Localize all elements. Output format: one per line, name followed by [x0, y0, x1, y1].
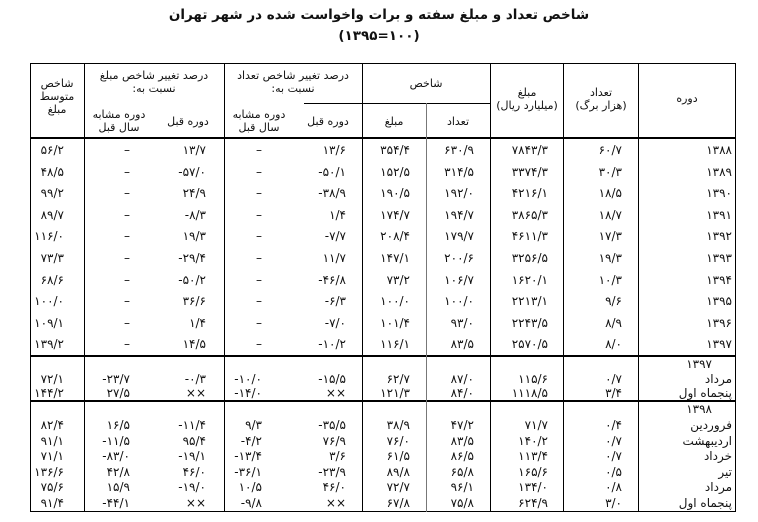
col-border: [638, 63, 639, 512]
cell-cnt-prev: -۴۶/۸: [318, 272, 346, 287]
cell-idx-count: ۲۰۰/۶: [444, 251, 474, 265]
cell-idx-count: ۱۹۲/۰: [444, 186, 474, 201]
cell-amt-prev: ۲۴/۹: [182, 186, 206, 201]
cell-amt-same: –: [124, 164, 130, 179]
cell-count: ۰/۷: [605, 372, 622, 386]
cell-cnt-same: –: [256, 143, 262, 157]
cell-idx-count: ۳۱۴/۵: [444, 164, 474, 179]
cell-idx-amount: ۶۲/۷: [386, 372, 410, 386]
cell-avg: ۹۹/۲: [40, 186, 64, 201]
cell-idx-amount: ۷۶/۰: [386, 433, 410, 448]
cell-idx-amount: ۱۰۰/۰: [380, 294, 410, 309]
cell-amount: ۲۲۴۳/۵: [511, 315, 548, 330]
cell-amt-prev: ۱۳/۷: [182, 143, 206, 157]
cell-cnt-same: -۱۴/۰: [234, 386, 262, 400]
row-period-label: پنجماه اول: [678, 495, 732, 510]
cell-cnt-same: –: [256, 164, 262, 179]
cell-amt-prev: ××: [185, 495, 206, 510]
cell-amt-same: ۲۷/۵: [106, 386, 130, 400]
cell-amount: ۲۲۱۳/۱: [511, 294, 548, 309]
table-bottom-border: [30, 511, 736, 512]
cell-idx-amount: ۷۲/۷: [386, 480, 410, 494]
row-period-label: ۱۳۹۱: [706, 207, 732, 222]
cell-amt-same: -۴۴/۱: [102, 495, 130, 510]
cell-cnt-same: -۳۶/۱: [234, 464, 262, 479]
cell-cnt-prev: ××: [325, 495, 346, 510]
cell-amount: ۶۲۴/۹: [518, 495, 548, 510]
cell-amount: ۲۵۷۰/۵: [511, 337, 548, 352]
index-group-divider: [304, 103, 490, 104]
cell-avg: ۷۳/۳: [40, 251, 64, 265]
cell-amount: ۳۲۵۶/۵: [511, 251, 548, 265]
cell-idx-amount: ۸۹/۸: [386, 464, 410, 479]
cell-cnt-same: -۴/۲: [240, 433, 262, 448]
cell-amt-prev: ۱/۴: [189, 315, 206, 330]
cell-avg: ۸۲/۴: [40, 418, 64, 432]
header-count-change-group: درصد تغییر شاخص تعداد نسبت به:: [237, 69, 349, 95]
cell-cnt-prev: -۱۵/۵: [318, 372, 346, 386]
cell-idx-count: ۹۳/۰: [450, 315, 474, 330]
cell-count: ۶۰/۷: [598, 143, 622, 157]
cell-idx-count: ۸۳/۵: [450, 433, 474, 448]
cell-count: ۰/۸: [605, 480, 622, 494]
row-period-label: ۱۳۹۲: [706, 229, 732, 244]
header-index-group: شاخص: [409, 77, 443, 90]
cell-idx-count: ۸۷/۰: [450, 372, 474, 386]
cell-cnt-prev: ۱۱/۷: [322, 251, 346, 265]
cell-avg: ۷۵/۶: [40, 480, 64, 494]
cell-idx-count: ۷۵/۸: [450, 495, 474, 510]
cell-amount: ۱۶۵/۶: [518, 464, 548, 479]
cell-count: ۸/۹: [605, 315, 622, 330]
cell-avg: ۱۰۹/۱: [34, 315, 64, 330]
cell-avg: ۸۹/۷: [40, 207, 64, 222]
cell-amount: ۳۳۷۴/۳: [511, 164, 548, 179]
cell-cnt-prev: -۵۰/۱: [318, 164, 346, 179]
header-index-count: تعداد: [446, 115, 470, 128]
cell-idx-amount: ۱۹۰/۵: [380, 186, 410, 201]
row-period-label: مرداد: [704, 480, 732, 494]
header-index-amount: مبلغ: [384, 115, 404, 128]
cell-cnt-same: ۹/۳: [245, 418, 262, 432]
cell-cnt-prev: ۴۶/۰: [322, 480, 346, 494]
cell-idx-amount: ۱۵۲/۵: [380, 164, 410, 179]
cell-count: ۳۰/۳: [598, 164, 622, 179]
cell-count: ۱۸/۵: [598, 186, 622, 201]
cell-amt-prev: -۱۱/۴: [178, 418, 206, 432]
cell-amt-prev: ۳۶/۶: [182, 294, 206, 309]
cell-cnt-same: –: [256, 315, 262, 330]
row-period-label: اردیبهشت: [682, 433, 732, 448]
cell-amt-same: ۱۶/۵: [106, 418, 130, 432]
cell-cnt-prev: ۱۳/۶: [322, 143, 346, 157]
cell-amount: ۱۱۵/۶: [518, 372, 548, 386]
cell-amount: ۷۸۴۳/۳: [511, 143, 548, 157]
cell-idx-amount: ۱۷۴/۷: [380, 207, 410, 222]
header-amount-change-group: درصد تغییر شاخص مبلغ نسبت به:: [99, 69, 209, 95]
cell-cnt-same: –: [256, 337, 262, 352]
cell-idx-amount: ۳۸/۹: [386, 418, 410, 432]
col-border: [224, 63, 225, 512]
cell-avg: ۹۱/۱: [40, 433, 64, 448]
row-period-label: ۱۳۸۹: [706, 164, 732, 179]
cell-count: ۰/۴: [605, 418, 622, 432]
cell-cnt-same: –: [256, 229, 262, 244]
col-border: [30, 63, 31, 512]
cell-amt-prev: ۹۵/۴: [182, 433, 206, 448]
header-count: تعداد (هزار برگ): [575, 86, 627, 112]
cell-amt-same: ۴۲/۸: [106, 464, 130, 479]
col-border: [735, 63, 736, 512]
cell-cnt-same: -۹/۸: [240, 495, 262, 510]
cell-cnt-same: –: [256, 251, 262, 265]
col-subborder: [426, 103, 427, 512]
cell-idx-count: ۶۵/۸: [450, 464, 474, 479]
cell-count: ۱۹/۳: [598, 251, 622, 265]
row-period-label: خرداد: [703, 449, 732, 463]
cell-idx-count: ۹۶/۱: [450, 480, 474, 494]
cell-amount: ۱۳۴/۰: [518, 480, 548, 494]
cell-amt-prev: ۱۹/۳: [182, 229, 206, 244]
header-avg-amount-index: شاخص متوسط مبلغ: [39, 77, 75, 116]
cell-cnt-same: ۱۰/۵: [238, 480, 262, 494]
cell-amount: ۱۱۳/۴: [518, 449, 548, 463]
cell-count: ۰/۷: [605, 433, 622, 448]
cell-amt-same: –: [124, 229, 130, 244]
cell-amt-same: –: [124, 186, 130, 201]
row-period-label: ۱۳۹۶: [706, 315, 732, 330]
cell-idx-count: ۶۳۰/۹: [444, 143, 474, 157]
cell-amt-same: ۱۵/۹: [106, 480, 130, 494]
cell-amount: ۳۸۶۵/۳: [511, 207, 548, 222]
cell-count: ۰/۷: [605, 449, 622, 463]
cell-cnt-same: -۱۳/۴: [234, 449, 262, 463]
cell-cnt-prev: -۷/۰: [324, 315, 346, 330]
cell-amt-same: -۸۳/۰: [102, 449, 130, 463]
cell-avg: ۱۳۹/۲: [34, 337, 64, 352]
cell-cnt-same: -۱۰/۰: [234, 372, 262, 386]
cell-amt-same: –: [124, 251, 130, 265]
cell-idx-amount: ۳۵۴/۴: [380, 143, 410, 157]
cell-amt-same: –: [124, 143, 130, 157]
header-amount-same: دوره مشابه سال قبل: [92, 108, 146, 134]
cell-cnt-same: –: [256, 207, 262, 222]
cell-amt-prev: -۱۹/۰: [178, 480, 206, 494]
section-divider-1397: [30, 355, 736, 357]
cell-amt-prev: ۴۶/۰: [182, 464, 206, 479]
cell-idx-count: ۸۶/۵: [450, 449, 474, 463]
cell-amt-prev: ۱۴/۵: [182, 337, 206, 352]
cell-idx-amount: ۱۱۶/۱: [380, 337, 410, 352]
cell-cnt-same: –: [256, 186, 262, 201]
row-period-label: مرداد: [704, 372, 732, 386]
cell-amt-same: –: [124, 272, 130, 287]
cell-cnt-prev: ۱/۴: [329, 207, 346, 222]
cell-cnt-prev: ۷۶/۹: [322, 433, 346, 448]
row-period-label: ۱۳۹۵: [706, 294, 732, 309]
cell-count: ۳/۰: [605, 495, 622, 510]
cell-idx-count: ۱۰۰/۰: [444, 294, 474, 309]
cell-amount: ۱۴۰/۲: [518, 433, 548, 448]
header-amount-prev: دوره قبل: [167, 115, 209, 128]
row-period-label: فروردین: [690, 418, 732, 432]
cell-cnt-same: –: [256, 272, 262, 287]
cell-idx-amount: ۱۲۱/۳: [380, 386, 410, 400]
cell-amt-prev: ××: [185, 386, 206, 400]
cell-amt-same: –: [124, 337, 130, 352]
row-period-label: ۱۳۹۷: [706, 337, 732, 352]
header-period: دوره: [676, 92, 698, 105]
row-period-label: ۱۳۹۰: [706, 186, 732, 201]
col-border: [563, 63, 564, 512]
cell-cnt-prev: -۷/۷: [324, 229, 346, 244]
row-period-label: پنجماه اول: [678, 386, 732, 400]
cell-cnt-prev: -۳۸/۹: [318, 186, 346, 201]
cell-amount: ۷۱/۷: [524, 418, 548, 432]
cell-amt-same: –: [124, 207, 130, 222]
cell-amt-prev: -۲۹/۴: [178, 251, 206, 265]
cell-amt-same: -۱۱/۵: [102, 433, 130, 448]
cell-amt-prev: -۱۹/۱: [178, 449, 206, 463]
year-label-1398: ۱۳۹۸: [686, 402, 712, 416]
row-period-label: ۱۳۸۸: [706, 143, 732, 157]
cell-avg: ۷۲/۱: [40, 372, 64, 386]
cell-amt-prev: -۵۰/۲: [178, 272, 206, 287]
cell-count: ۱۷/۳: [598, 229, 622, 244]
cell-cnt-prev: ۳/۶: [329, 449, 346, 463]
cell-idx-count: ۱۰۶/۷: [444, 272, 474, 287]
header-amount: مبلغ (میلیارد ریال): [496, 86, 558, 112]
row-period-label: ۱۳۹۴: [706, 272, 732, 287]
cell-amt-same: –: [124, 294, 130, 309]
cell-idx-count: ۸۴/۰: [450, 386, 474, 400]
cell-amt-prev: -۰/۳: [184, 372, 206, 386]
cell-avg: ۱۴۴/۲: [34, 386, 64, 400]
cell-idx-count: ۱۷۹/۷: [444, 229, 474, 244]
cell-idx-amount: ۶۷/۸: [386, 495, 410, 510]
cell-cnt-same: –: [256, 294, 262, 309]
year-label-1397: ۱۳۹۷: [686, 357, 712, 371]
cell-avg: ۹۱/۴: [40, 495, 64, 510]
cell-count: ۰/۵: [605, 464, 622, 479]
cell-count: ۱۰/۳: [598, 272, 622, 287]
header-count-prev: دوره قبل: [307, 115, 349, 128]
cell-idx-amount: ۷۳/۲: [386, 272, 410, 287]
col-border: [490, 63, 491, 512]
cell-count: ۸/۰: [605, 337, 622, 352]
table-base-year: (۱۰۰=۱۳۹۵): [338, 28, 420, 44]
cell-idx-amount: ۶۱/۵: [386, 449, 410, 463]
section-divider-1398: [30, 400, 736, 402]
header-bottom-border: [30, 137, 736, 139]
cell-amount: ۱۱۱۸/۵: [511, 386, 548, 400]
cell-cnt-prev: -۳۵/۵: [318, 418, 346, 432]
cell-avg: ۱۱۶/۰: [34, 229, 64, 244]
cell-cnt-prev: -۶/۳: [324, 294, 346, 309]
cell-amt-same: –: [124, 315, 130, 330]
cell-idx-count: ۸۳/۵: [450, 337, 474, 352]
header-count-same: دوره مشابه سال قبل: [232, 108, 286, 134]
col-border: [362, 63, 363, 512]
cell-idx-amount: ۱۰۱/۴: [380, 315, 410, 330]
cell-cnt-prev: -۲۳/۹: [318, 464, 346, 479]
cell-amount: ۴۲۱۶/۱: [511, 186, 548, 201]
row-period-label: ۱۳۹۳: [706, 251, 732, 265]
cell-amount: ۴۶۱۱/۳: [511, 229, 548, 244]
cell-cnt-prev: ××: [325, 386, 346, 400]
table-title: شاخص تعداد و مبلغ سفته و برات واخواست شده در شهر تهران: [168, 7, 590, 23]
row-period-label: تیر: [718, 464, 732, 479]
cell-idx-count: ۴۷/۲: [450, 418, 474, 432]
cell-avg: ۱۰۰/۰: [34, 294, 64, 309]
cell-idx-count: ۱۹۴/۷: [444, 207, 474, 222]
cell-count: ۳/۴: [605, 386, 622, 400]
cell-avg: ۶۸/۶: [40, 272, 64, 287]
cell-idx-amount: ۲۰۸/۴: [380, 229, 410, 244]
cell-avg: ۱۳۶/۶: [34, 464, 64, 479]
cell-amt-prev: -۸/۳: [184, 207, 206, 222]
cell-count: ۹/۶: [605, 294, 622, 309]
cell-avg: ۵۶/۲: [40, 143, 64, 157]
cell-amount: ۱۶۲۰/۱: [511, 272, 548, 287]
col-border: [84, 63, 85, 512]
cell-amt-same: -۲۳/۷: [102, 372, 130, 386]
table-top-border: [30, 63, 736, 64]
cell-amt-prev: -۵۷/۰: [178, 164, 206, 179]
cell-cnt-prev: -۱۰/۲: [318, 337, 346, 352]
cell-avg: ۴۸/۵: [40, 164, 64, 179]
cell-idx-amount: ۱۴۷/۱: [380, 251, 410, 265]
cell-count: ۱۸/۷: [598, 207, 622, 222]
cell-avg: ۷۱/۱: [40, 449, 64, 463]
